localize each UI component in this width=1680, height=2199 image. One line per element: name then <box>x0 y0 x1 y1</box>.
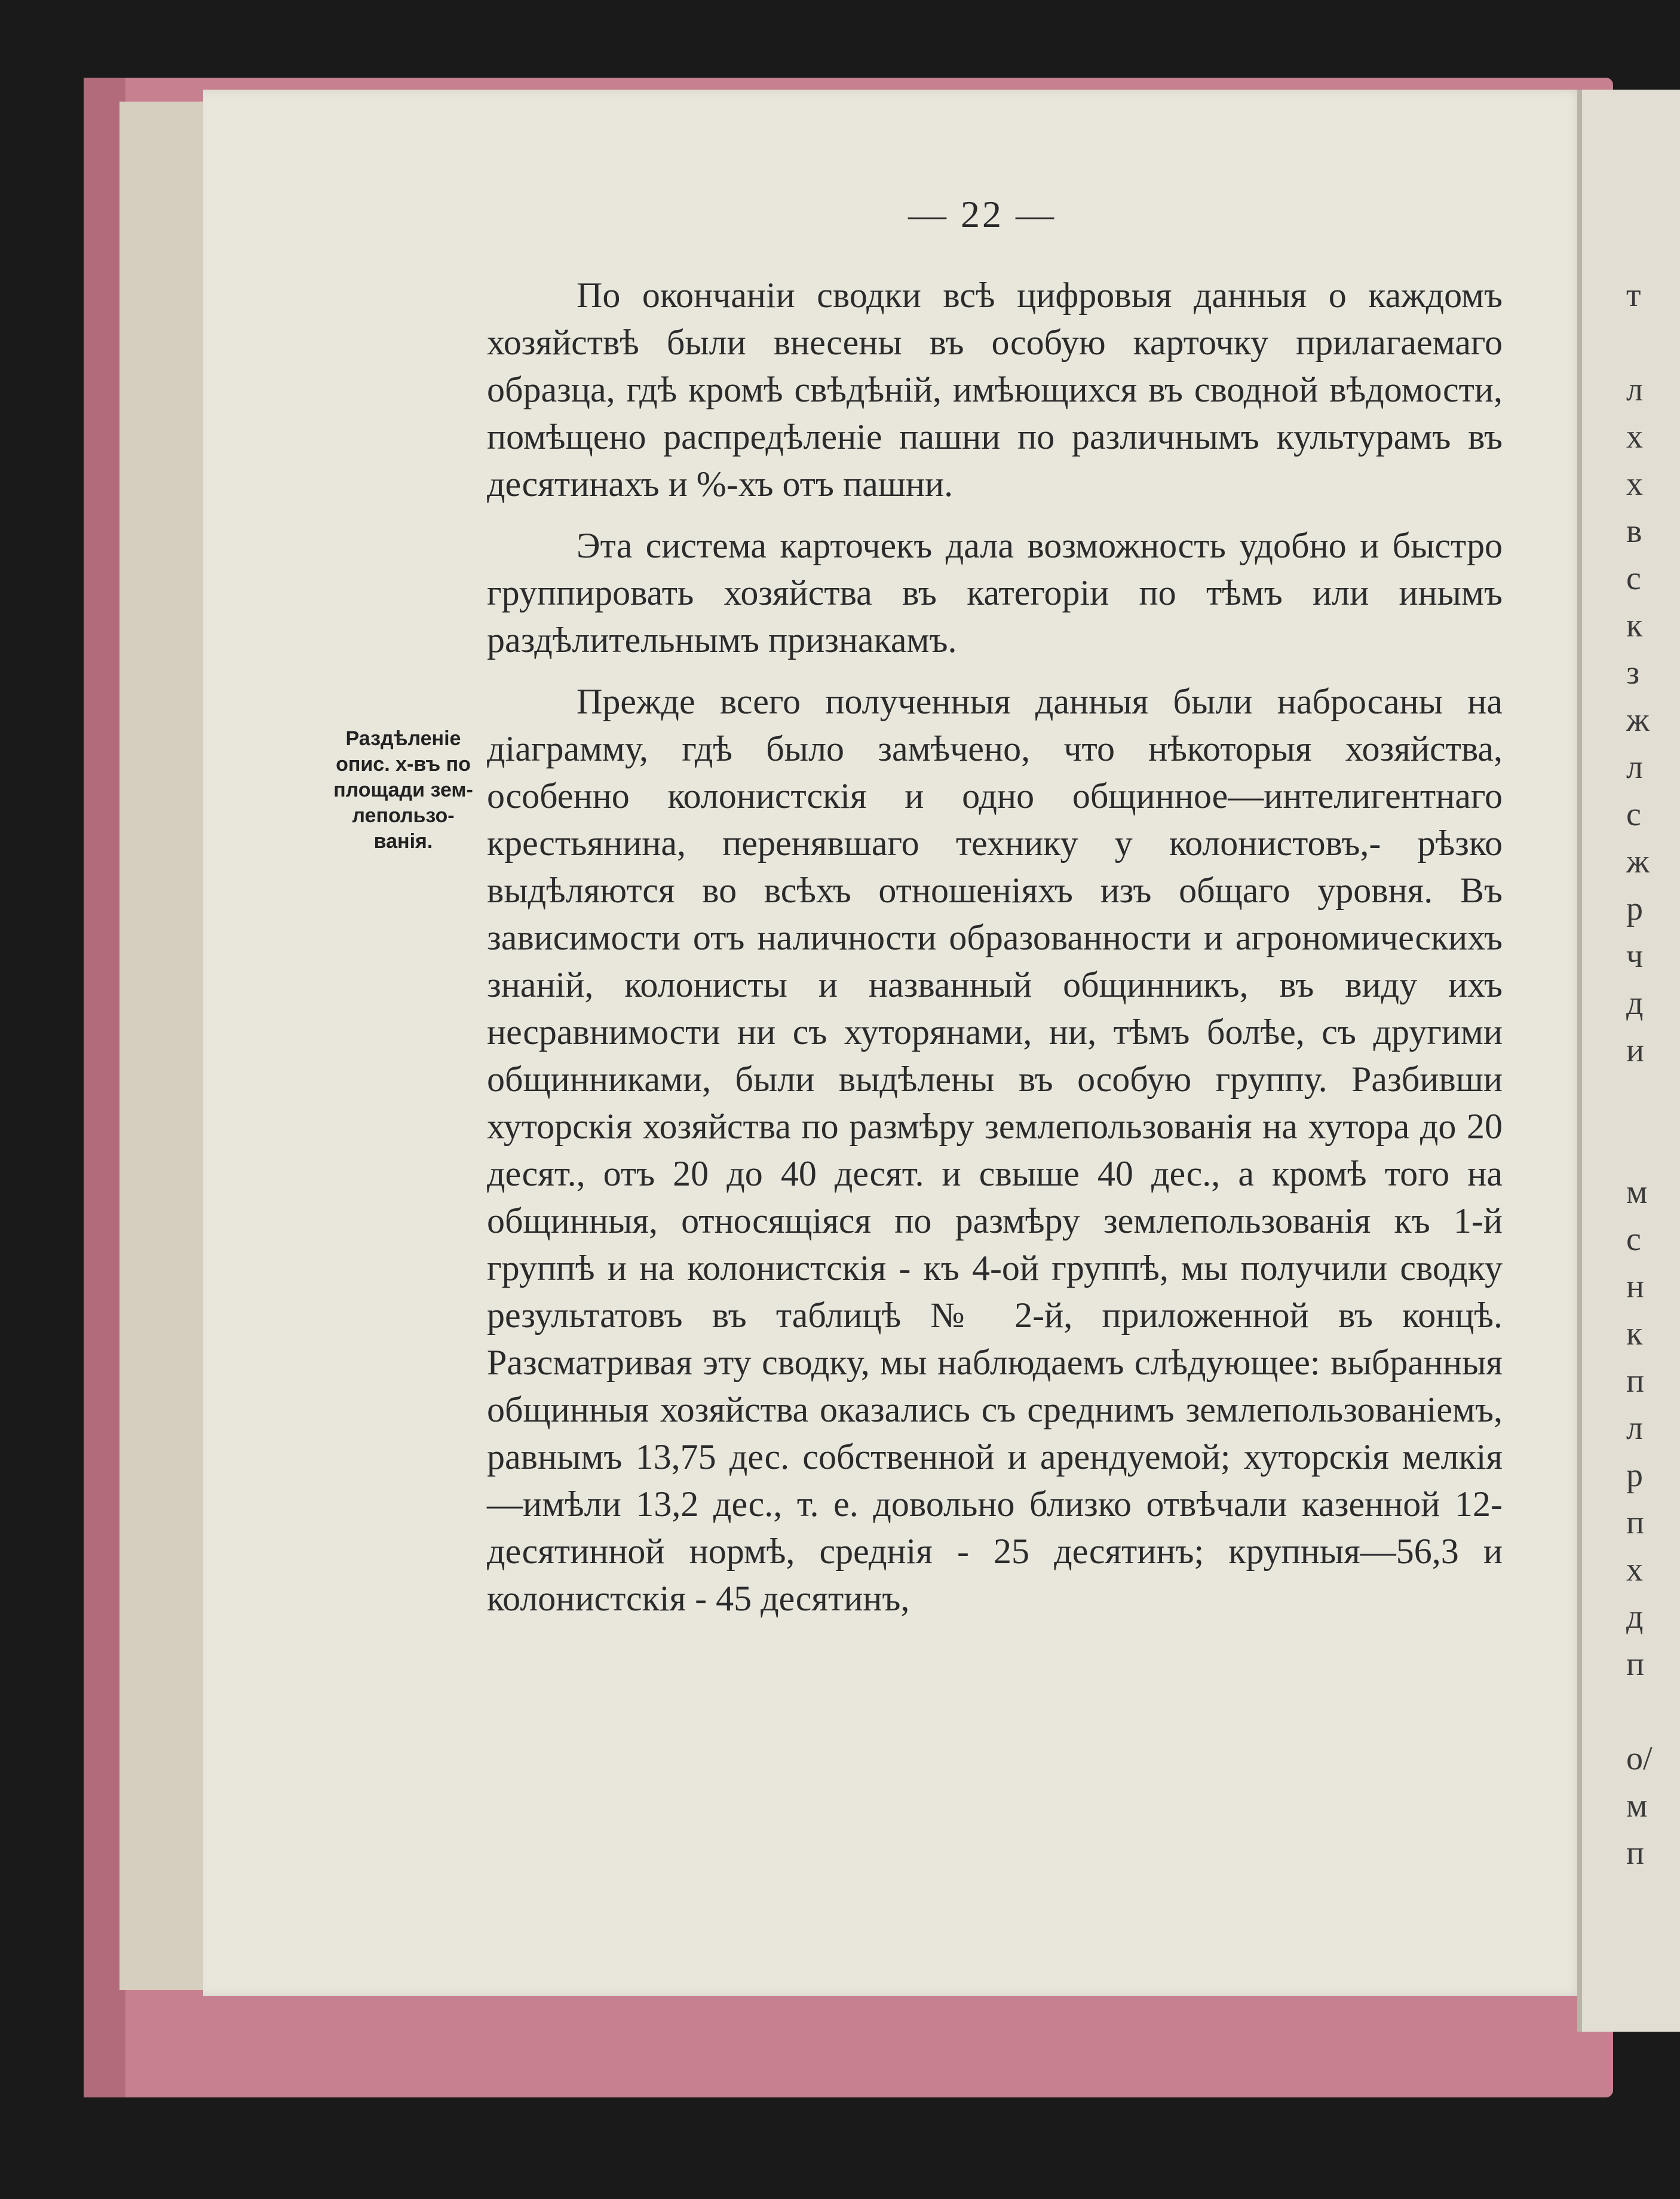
paragraph-3: Прежде всего полученныя данныя были набросаны на діаграмму, гдѣ было замѣчено, что нѣкоторыя хозяйства, особенно колонистскія и одно общинное—интелигентнаго крестьянина, перенявшаго технику у колонистовъ,- рѣзко выдѣляются во всѣхъ отношеніяхъ изъ общаго уровня. Въ зависимости отъ наличности образованности и агрономическихъ знаній, колонисты и названный общинникъ, въ виду ихъ несравнимости ни съ хуторянами, ни, тѣмъ болѣе, съ другими общинниками, были выдѣлены въ особую группу. Разбивши хуторскія хозяйства по размѣру землепользованія на хутора до 20 десят., отъ 20 до 40 десят. и свыше 40 дес., а кромѣ того на общинныя, относящіяся по размѣру землепользованія къ 1-й группѣ и на колонистскія - къ 4-ой группѣ, мы получили сводку результатовъ въ таблицѣ № 2-й, приложенной въ концѣ. Разсматривая эту сводку, мы наблюдаемъ слѣдующее: выбранныя общинныя хозяйства оказались съ среднимъ землепользованіемъ, равнымъ 13,75 дес. собственной и арендуемой; хуторскія мелкія—имѣли 13,2 дес., т. е. довольно близко отвѣчали казенной 12-десятинной нормѣ, среднія - 25 десятинъ; крупныя—56,3 и колонистскія - 45 десятинъ, <box>487 682 1503 1618</box>
margin-note: Раздѣленіе опис. х-въ по площади зем- лепользо- ванія. <box>333 727 473 853</box>
paragraph-1: По окончаніи сводки всѣ цифровыя данныя о каждомъ хозяйствѣ были внесены въ особую карточку прилагаемаго образца, гдѣ кромѣ свѣдѣній, имѣющихся въ сводной вѣдомости, помѣщено распредѣленіе пашни по различнымъ культурамъ въ десятинахъ и %-хъ отъ пашни. <box>487 275 1503 504</box>
page-number: — 22 — <box>908 193 1056 235</box>
paragraph-2: Эта система карточекъ дала возможность удобно и быстро группировать хозяйства въ категоріи по тѣмъ или инымъ раздѣлительнымъ признакамъ. <box>487 526 1503 660</box>
page-body <box>487 272 1503 1622</box>
right-page-text-fragment: т л х х в с к з ж л с ж р ч д и м с н к п л р п х д п o/ м п <box>1626 277 1653 1872</box>
